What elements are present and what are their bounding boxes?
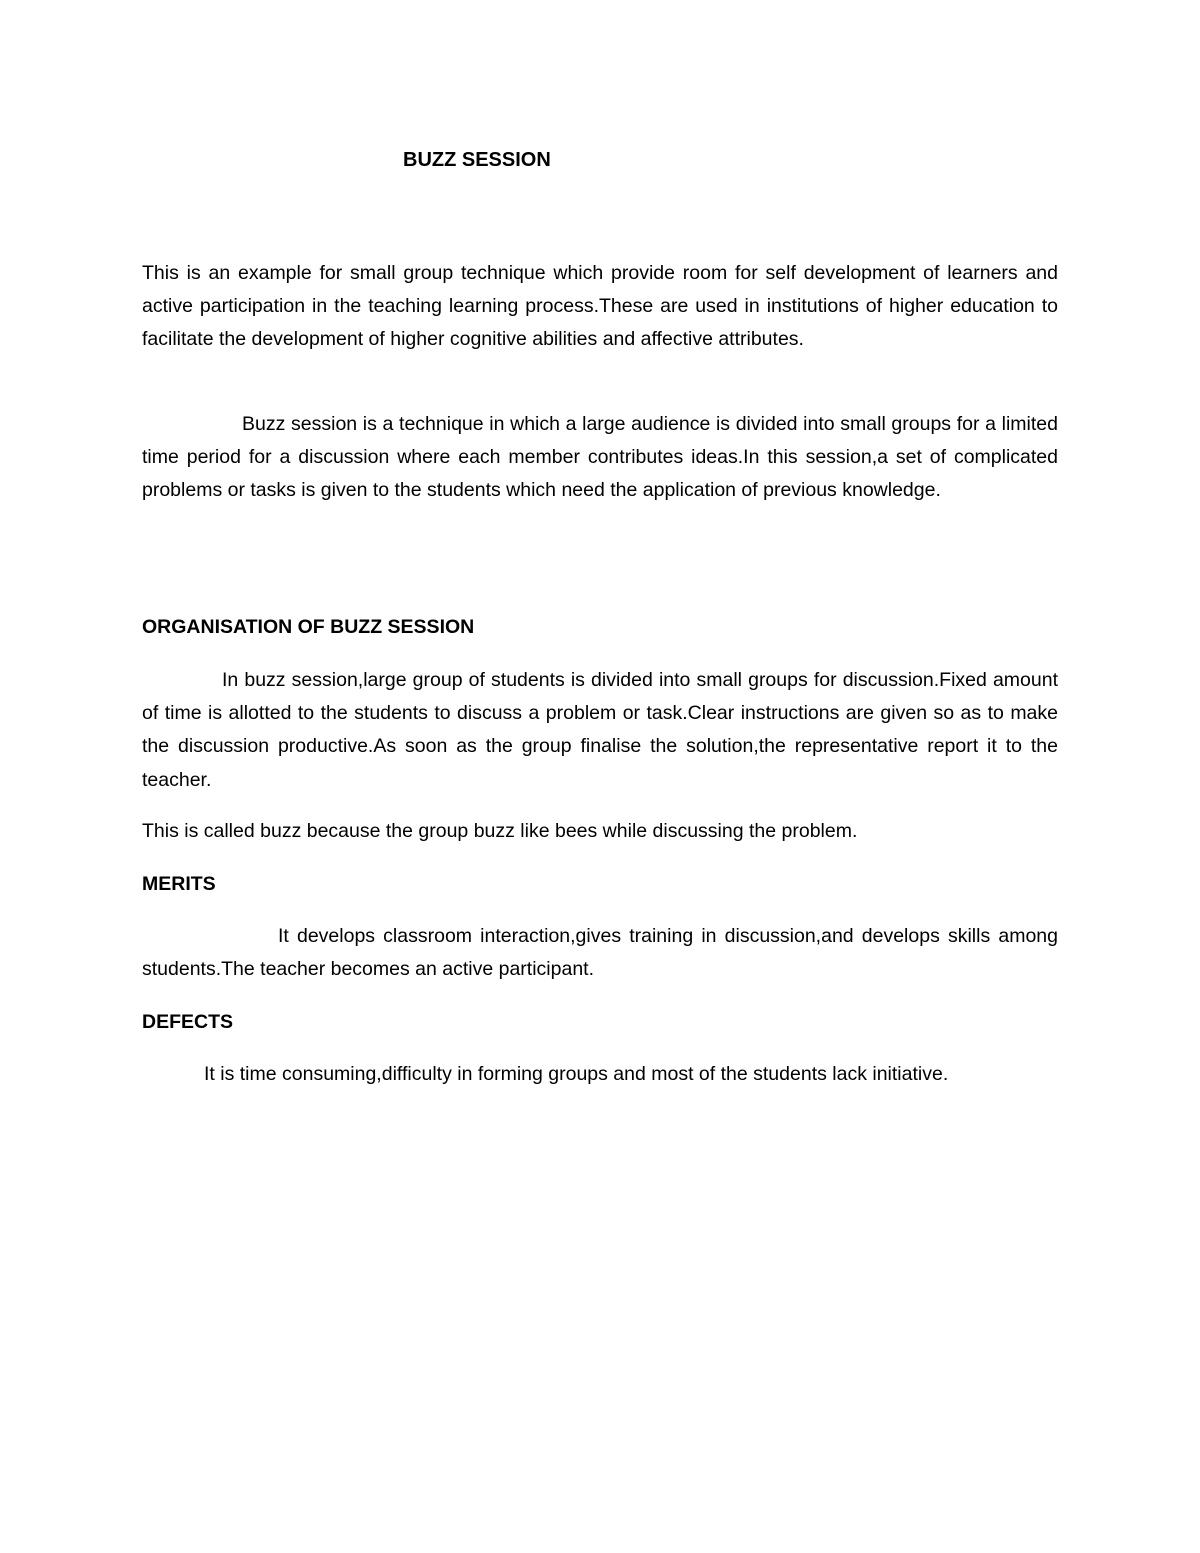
definition-paragraph: Buzz session is a technique in which a large audience is divided into small groups for a limited time period for a discussion where each member contributes ideas.In this session,a set of complicated problems or tasks is given to the students which need the application of previous knowledge. xyxy=(142,413,1058,502)
organisation-heading: ORGANISATION OF BUZZ SESSION xyxy=(142,616,475,638)
merits-paragraph: It develops classroom interaction,gives training in discussion,and develops skills among students.The teacher becomes an active participant. xyxy=(142,925,1058,981)
organisation-paragraph: In buzz session,large group of students is divided into small groups for discussion.Fixed amount of time is allotted to the students to discuss a problem or task.Clear instructions are given so as to make the discussion productive.As soon as the group finalise the solution,the representative report it to the teacher. xyxy=(142,669,1058,791)
organisation-note: This is called buzz because the group buzz like bees while discussing the problem. xyxy=(142,820,858,842)
document-title: BUZZ SESSION xyxy=(403,149,551,171)
intro-paragraph: This is an example for small group technique which provide room for self development of learners and active participation in the teaching learning process.These are used in institutions of higher education to facilitate the development of higher cognitive abilities and affective attributes. xyxy=(142,262,1058,351)
defects-heading: DEFECTS xyxy=(142,1011,234,1033)
defects-paragraph: It is time consuming,difficulty in forming groups and most of the students lack initiative. xyxy=(204,1063,949,1085)
merits-heading: MERITS xyxy=(142,873,216,895)
